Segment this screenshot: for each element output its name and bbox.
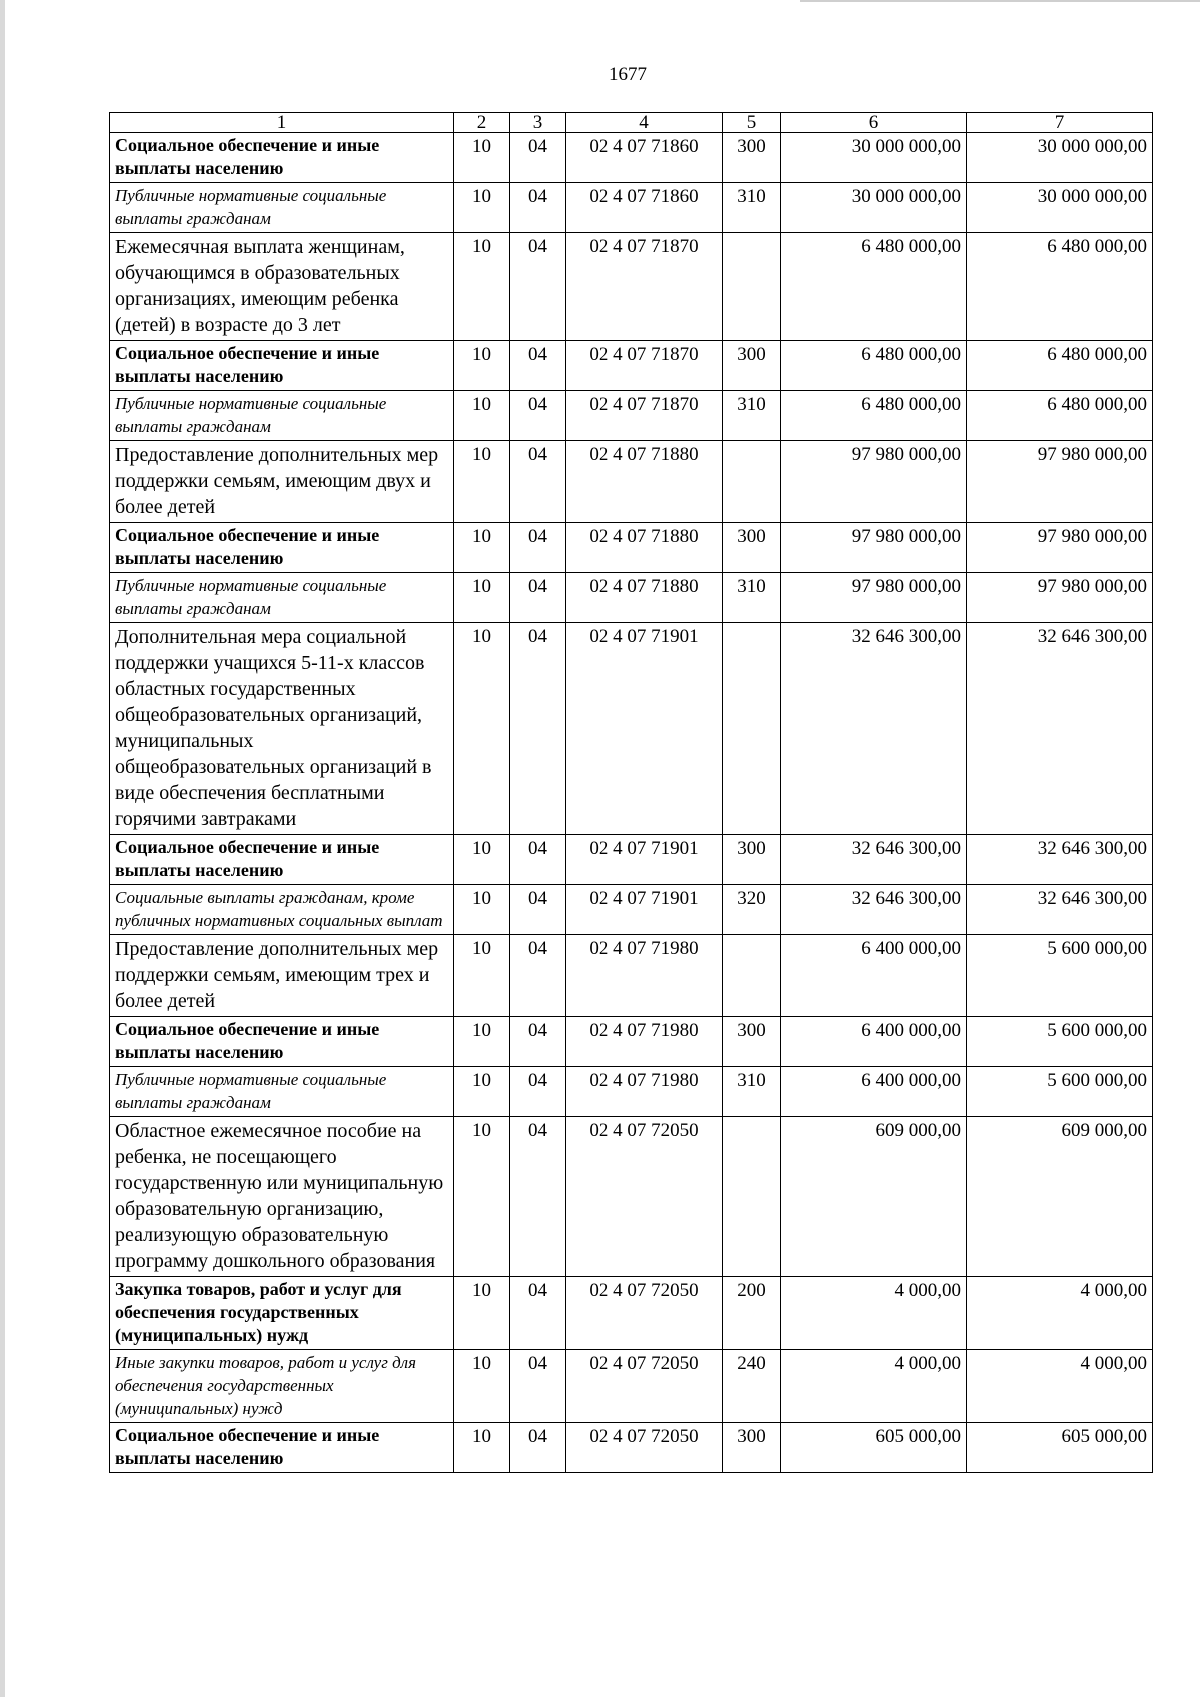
section-code-cell: 10 <box>454 1277 510 1350</box>
row-name-cell: Предоставление дополнительных мер поддержки семьям, имеющим трех и более детей <box>110 935 454 1017</box>
table-row <box>110 1277 1153 1350</box>
target-article-cell: 02 4 07 71901 <box>566 835 723 885</box>
table-row <box>110 523 1153 573</box>
amount-year2-cell: 4 000,00 <box>967 1277 1153 1350</box>
amount-year1-cell: 30 000 000,00 <box>781 183 967 233</box>
table-row <box>110 573 1153 623</box>
expense-type-cell <box>723 233 781 341</box>
target-article-cell: 02 4 07 71870 <box>566 341 723 391</box>
target-article-cell: 02 4 07 71880 <box>566 441 723 523</box>
section-code-cell: 10 <box>454 1350 510 1423</box>
section-code-cell: 10 <box>454 133 510 183</box>
section-code-cell: 10 <box>454 441 510 523</box>
amount-year2-cell: 32 646 300,00 <box>967 835 1153 885</box>
subsection-code-cell: 04 <box>510 623 566 835</box>
section-code-cell: 10 <box>454 391 510 441</box>
amount-year2-cell: 5 600 000,00 <box>967 1017 1153 1067</box>
amount-year1-cell: 97 980 000,00 <box>781 523 967 573</box>
amount-year2-cell: 97 980 000,00 <box>967 441 1153 523</box>
target-article-cell: 02 4 07 71880 <box>566 573 723 623</box>
column-header: 5 <box>723 113 781 133</box>
section-code-cell: 10 <box>454 523 510 573</box>
amount-year2-cell: 5 600 000,00 <box>967 1067 1153 1117</box>
amount-year1-cell: 32 646 300,00 <box>781 623 967 835</box>
amount-year2-cell: 605 000,00 <box>967 1423 1153 1473</box>
row-name-cell: Предоставление дополнительных мер поддержки семьям, имеющим двух и более детей <box>110 441 454 523</box>
expense-type-cell: 200 <box>723 1277 781 1350</box>
amount-year2-cell: 6 480 000,00 <box>967 341 1153 391</box>
subsection-code-cell: 04 <box>510 133 566 183</box>
amount-year1-cell: 6 480 000,00 <box>781 233 967 341</box>
table-row <box>110 1017 1153 1067</box>
row-name-cell: Публичные нормативные социальные выплаты гражданам <box>110 391 454 441</box>
subsection-code-cell: 04 <box>510 183 566 233</box>
table-row <box>110 233 1153 341</box>
subsection-code-cell: 04 <box>510 835 566 885</box>
expense-type-cell: 300 <box>723 341 781 391</box>
expense-type-cell <box>723 1117 781 1277</box>
column-header: 3 <box>510 113 566 133</box>
subsection-code-cell: 04 <box>510 523 566 573</box>
subsection-code-cell: 04 <box>510 1067 566 1117</box>
target-article-cell: 02 4 07 72050 <box>566 1117 723 1277</box>
page-number: 1677 <box>609 64 647 85</box>
table-row <box>110 835 1153 885</box>
amount-year2-cell: 30 000 000,00 <box>967 133 1153 183</box>
amount-year2-cell: 6 480 000,00 <box>967 391 1153 441</box>
amount-year2-cell: 6 480 000,00 <box>967 233 1153 341</box>
amount-year1-cell: 609 000,00 <box>781 1117 967 1277</box>
subsection-code-cell: 04 <box>510 1423 566 1473</box>
table-body <box>110 133 1153 1473</box>
column-header: 7 <box>967 113 1153 133</box>
expense-type-cell: 300 <box>723 835 781 885</box>
expense-type-cell <box>723 623 781 835</box>
table-row <box>110 441 1153 523</box>
column-header: 6 <box>781 113 967 133</box>
expense-type-cell: 310 <box>723 391 781 441</box>
expense-type-cell: 300 <box>723 1017 781 1067</box>
target-article-cell: 02 4 07 71870 <box>566 233 723 341</box>
subsection-code-cell: 04 <box>510 233 566 341</box>
amount-year1-cell: 4 000,00 <box>781 1277 967 1350</box>
section-code-cell: 10 <box>454 623 510 835</box>
expense-type-cell: 300 <box>723 1423 781 1473</box>
table-row <box>110 1350 1153 1423</box>
expense-type-cell: 300 <box>723 523 781 573</box>
row-name-cell: Социальное обеспечение и иные выплаты населению <box>110 523 454 573</box>
column-header: 2 <box>454 113 510 133</box>
target-article-cell: 02 4 07 72050 <box>566 1277 723 1350</box>
amount-year1-cell: 6 400 000,00 <box>781 935 967 1017</box>
section-code-cell: 10 <box>454 935 510 1017</box>
expense-type-cell: 310 <box>723 183 781 233</box>
target-article-cell: 02 4 07 71860 <box>566 133 723 183</box>
target-article-cell: 02 4 07 71980 <box>566 935 723 1017</box>
subsection-code-cell: 04 <box>510 573 566 623</box>
table-row <box>110 133 1153 183</box>
section-code-cell: 10 <box>454 1423 510 1473</box>
row-name-cell: Ежемесячная выплата женщинам, обучающимся в образовательных организациях, имеющим ребенка (детей) в возрасте до 3 лет <box>110 233 454 341</box>
amount-year2-cell: 97 980 000,00 <box>967 523 1153 573</box>
amount-year1-cell: 605 000,00 <box>781 1423 967 1473</box>
section-code-cell: 10 <box>454 341 510 391</box>
row-name-cell: Публичные нормативные социальные выплаты гражданам <box>110 1067 454 1117</box>
row-name-cell: Публичные нормативные социальные выплаты гражданам <box>110 183 454 233</box>
table-row <box>110 885 1153 935</box>
table-row <box>110 1117 1153 1277</box>
expense-type-cell: 310 <box>723 1067 781 1117</box>
amount-year2-cell: 32 646 300,00 <box>967 885 1153 935</box>
amount-year1-cell: 6 480 000,00 <box>781 391 967 441</box>
section-code-cell: 10 <box>454 1017 510 1067</box>
row-name-cell: Дополнительная мера социальной поддержки учащихся 5-11-х классов областных государственных общеобразовательных организаций, муниципальных общеобразовательных организаций в виде обеспечения бесплатными горячими завтраками <box>110 623 454 835</box>
row-name-cell: Социальное обеспечение и иные выплаты населению <box>110 341 454 391</box>
row-name-cell: Социальное обеспечение и иные выплаты населению <box>110 1017 454 1067</box>
expense-type-cell: 300 <box>723 133 781 183</box>
target-article-cell: 02 4 07 71980 <box>566 1067 723 1117</box>
expense-type-cell: 240 <box>723 1350 781 1423</box>
amount-year1-cell: 32 646 300,00 <box>781 835 967 885</box>
subsection-code-cell: 04 <box>510 1117 566 1277</box>
target-article-cell: 02 4 07 71980 <box>566 1017 723 1067</box>
row-name-cell: Областное ежемесячное пособие на ребенка, не посещающего государственную или муниципальную образовательную организацию, реализующую образовательную программу дошкольного образования <box>110 1117 454 1277</box>
column-header: 4 <box>566 113 723 133</box>
expense-type-cell: 320 <box>723 885 781 935</box>
amount-year1-cell: 97 980 000,00 <box>781 573 967 623</box>
section-code-cell: 10 <box>454 573 510 623</box>
subsection-code-cell: 04 <box>510 1017 566 1067</box>
target-article-cell: 02 4 07 71901 <box>566 623 723 835</box>
row-name-cell: Социальные выплаты гражданам, кроме публичных нормативных социальных выплат <box>110 885 454 935</box>
amount-year2-cell: 4 000,00 <box>967 1350 1153 1423</box>
amount-year1-cell: 6 480 000,00 <box>781 341 967 391</box>
amount-year2-cell: 30 000 000,00 <box>967 183 1153 233</box>
table-row <box>110 341 1153 391</box>
table-row <box>110 935 1153 1017</box>
amount-year1-cell: 6 400 000,00 <box>781 1017 967 1067</box>
subsection-code-cell: 04 <box>510 391 566 441</box>
expense-type-cell: 310 <box>723 573 781 623</box>
scan-left-edge <box>0 0 5 1697</box>
amount-year1-cell: 32 646 300,00 <box>781 885 967 935</box>
row-name-cell: Социальное обеспечение и иные выплаты населению <box>110 133 454 183</box>
amount-year2-cell: 97 980 000,00 <box>967 573 1153 623</box>
target-article-cell: 02 4 07 72050 <box>566 1423 723 1473</box>
amount-year1-cell: 4 000,00 <box>781 1350 967 1423</box>
table-row <box>110 1067 1153 1117</box>
section-code-cell: 10 <box>454 835 510 885</box>
table-row <box>110 183 1153 233</box>
subsection-code-cell: 04 <box>510 1350 566 1423</box>
amount-year1-cell: 30 000 000,00 <box>781 133 967 183</box>
amount-year1-cell: 97 980 000,00 <box>781 441 967 523</box>
amount-year2-cell: 609 000,00 <box>967 1117 1153 1277</box>
subsection-code-cell: 04 <box>510 1277 566 1350</box>
table-row <box>110 1423 1153 1473</box>
expense-type-cell <box>723 935 781 1017</box>
subsection-code-cell: 04 <box>510 441 566 523</box>
row-name-cell: Закупка товаров, работ и услуг для обеспечения государственных (муниципальных) нужд <box>110 1277 454 1350</box>
section-code-cell: 10 <box>454 233 510 341</box>
target-article-cell: 02 4 07 71880 <box>566 523 723 573</box>
section-code-cell: 10 <box>454 1067 510 1117</box>
table-row <box>110 623 1153 835</box>
amount-year1-cell: 6 400 000,00 <box>781 1067 967 1117</box>
amount-year2-cell: 5 600 000,00 <box>967 935 1153 1017</box>
row-name-cell: Публичные нормативные социальные выплаты гражданам <box>110 573 454 623</box>
row-name-cell: Социальное обеспечение и иные выплаты населению <box>110 835 454 885</box>
table-row <box>110 391 1153 441</box>
section-code-cell: 10 <box>454 183 510 233</box>
expense-type-cell <box>723 441 781 523</box>
target-article-cell: 02 4 07 72050 <box>566 1350 723 1423</box>
row-name-cell: Социальное обеспечение и иные выплаты населению <box>110 1423 454 1473</box>
subsection-code-cell: 04 <box>510 885 566 935</box>
row-name-cell: Иные закупки товаров, работ и услуг для обеспечения государственных (муниципальных) нужд <box>110 1350 454 1423</box>
table-header-row <box>110 113 1153 133</box>
section-code-cell: 10 <box>454 1117 510 1277</box>
scan-top-edge <box>800 0 1200 2</box>
amount-year2-cell: 32 646 300,00 <box>967 623 1153 835</box>
target-article-cell: 02 4 07 71870 <box>566 391 723 441</box>
budget-table <box>109 112 1153 1473</box>
section-code-cell: 10 <box>454 885 510 935</box>
subsection-code-cell: 04 <box>510 341 566 391</box>
target-article-cell: 02 4 07 71901 <box>566 885 723 935</box>
target-article-cell: 02 4 07 71860 <box>566 183 723 233</box>
column-header: 1 <box>110 113 454 133</box>
subsection-code-cell: 04 <box>510 935 566 1017</box>
